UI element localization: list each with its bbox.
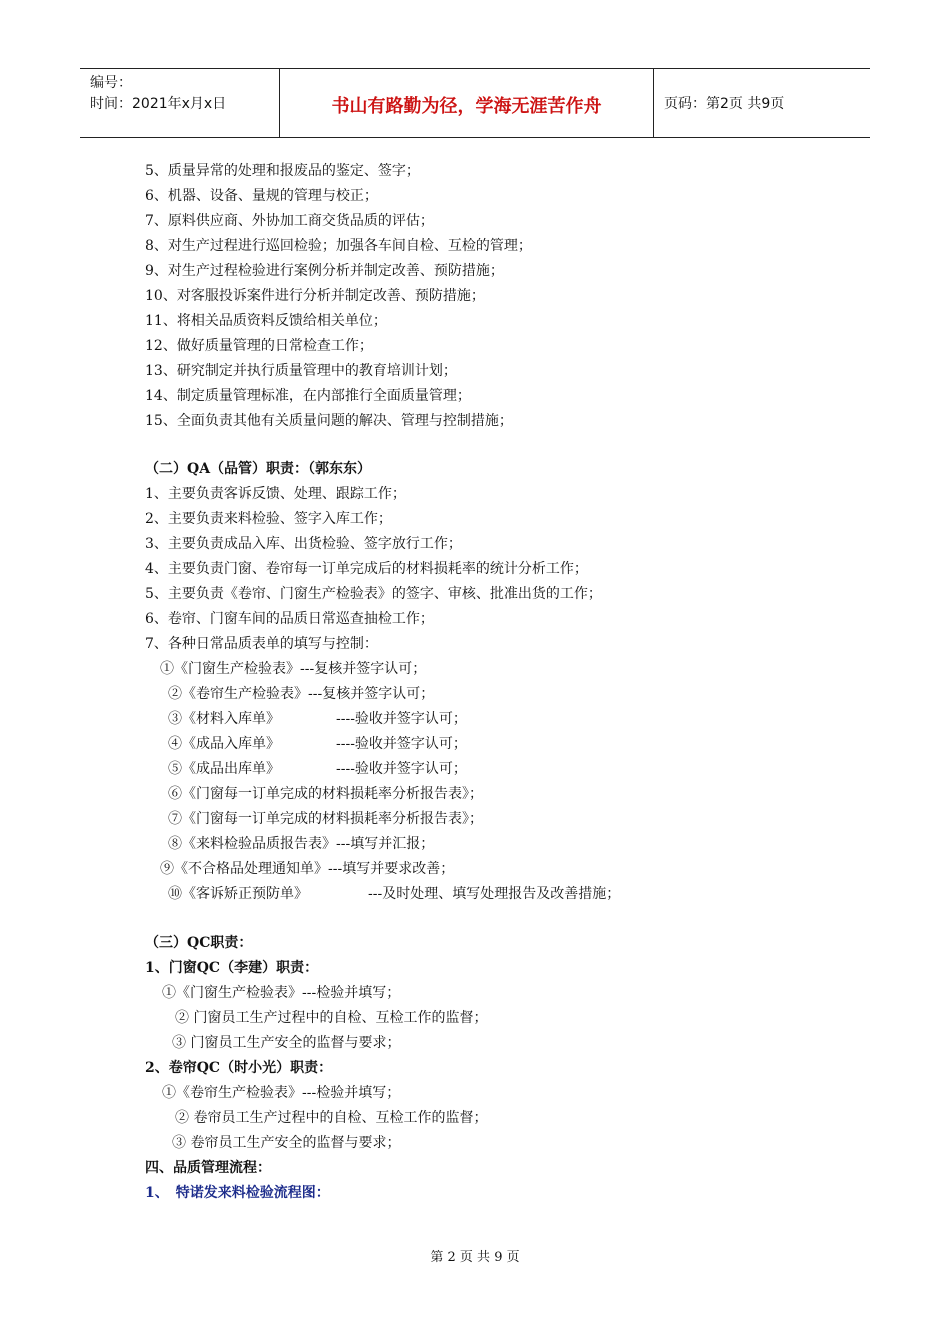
qc-door-heading: 1、门窗QC（李建）职责： bbox=[145, 960, 319, 976]
form-action: ----验收并签字认可； bbox=[336, 736, 467, 752]
list-item: 12、做好质量管理的日常检查工作； bbox=[145, 338, 373, 354]
form-name: ⑤《成品出库单》 bbox=[168, 761, 280, 777]
form-name: ⑥《门窗每一订单完成的材料损耗率分析报告表》； bbox=[168, 786, 483, 802]
form-name: ⑦《门窗每一订单完成的材料损耗率分析报告表》； bbox=[168, 811, 483, 827]
list-item: 11、将相关品质资料反馈给相关单位； bbox=[145, 313, 387, 329]
form-name: ③《材料入库单》 bbox=[168, 711, 280, 727]
list-item: 13、研究制定并执行质量管理中的教育培训计划； bbox=[145, 363, 457, 379]
form-name: ④《成品入库单》 bbox=[168, 736, 280, 752]
page-footer: 第 2 页 共 9 页 bbox=[430, 1250, 520, 1265]
list-item: 9、对生产过程检验进行案例分析并制定改善、预防措施； bbox=[145, 263, 504, 279]
page-header bbox=[80, 68, 870, 138]
list-item: ③ 门窗员工生产安全的监督与要求； bbox=[172, 1035, 401, 1051]
form-item bbox=[168, 834, 434, 854]
form-item bbox=[160, 659, 426, 679]
list-item: 6、卷帘、门窗车间的品质日常巡查抽检工作； bbox=[145, 611, 434, 627]
form-action: ---复核并签字认可； bbox=[308, 686, 435, 702]
list-item: 6、机器、设备、量规的管理与校正； bbox=[145, 188, 378, 204]
form-item bbox=[168, 734, 467, 754]
section-heading: 四、品质管理流程： bbox=[145, 1160, 271, 1176]
form-action: ---填写并汇报； bbox=[336, 836, 435, 852]
list-item: 2、主要负责来料检验、签字入库工作； bbox=[145, 511, 392, 527]
header-page-number: 页码：第2页 共9页 bbox=[664, 96, 785, 112]
form-name: ⑨《不合格品处理通知单》 bbox=[160, 861, 328, 877]
list-item: 10、对客服投诉案件进行分析并制定改善、预防措施； bbox=[145, 288, 485, 304]
form-item bbox=[168, 784, 483, 804]
form-action: ----验收并签字认可； bbox=[336, 761, 467, 777]
list-item: 15、全面负责其他有关质量问题的解决、管理与控制措施； bbox=[145, 413, 513, 429]
header-motto: 书山有路勤为径，学海无涯苦作舟 bbox=[280, 69, 654, 137]
list-item: 1、主要负责客诉反馈、处理、跟踪工作； bbox=[145, 486, 406, 502]
form-action: ---复核并签字认可； bbox=[300, 661, 427, 677]
list-item: 5、质量异常的处理和报废品的鉴定、签字； bbox=[145, 163, 420, 179]
list-item: 8、对生产过程进行巡回检验；加强各车间自检、互检的管理； bbox=[145, 238, 532, 254]
list-item: ①《卷帘生产检验表》---检验并填写； bbox=[162, 1085, 401, 1101]
form-item bbox=[168, 759, 467, 779]
form-name: ⑩《客诉矫正预防单》 bbox=[168, 886, 308, 902]
list-item: ①《门窗生产检验表》---检验并填写； bbox=[162, 985, 401, 1001]
form-name: ①《门窗生产检验表》 bbox=[160, 661, 300, 677]
flow-heading: 1、 特诺发来料检验流程图： bbox=[145, 1185, 330, 1201]
form-action: ---填写并要求改善； bbox=[328, 861, 455, 877]
list-item: ③ 卷帘员工生产安全的监督与要求； bbox=[172, 1135, 401, 1151]
list-item: ② 门窗员工生产过程中的自检、互检工作的监督； bbox=[175, 1010, 488, 1026]
list-item: 5、主要负责《卷帘、门窗生产检验表》的签字、审核、批准出货的工作； bbox=[145, 586, 602, 602]
qc-shutter-heading: 2、卷帘QC（时小光）职责： bbox=[145, 1060, 333, 1076]
document-time: 时间：2021年x月x日 bbox=[90, 96, 227, 112]
form-action: ---及时处理、填写处理报告及改善措施； bbox=[368, 886, 621, 902]
list-item: 7、原料供应商、外协加工商交货品质的评估； bbox=[145, 213, 434, 229]
list-item: 3、主要负责成品入库、出货检验、签字放行工作； bbox=[145, 536, 462, 552]
form-item bbox=[168, 684, 434, 704]
list-item: 4、主要负责门窗、卷帘每一订单完成后的材料损耗率的统计分析工作； bbox=[145, 561, 588, 577]
header-meta bbox=[80, 69, 280, 137]
form-item bbox=[168, 884, 620, 904]
form-item bbox=[168, 709, 467, 729]
qc-heading: （三）QC职责： bbox=[145, 935, 253, 951]
form-item bbox=[168, 809, 483, 829]
list-item: 7、各种日常品质表单的填写与控制： bbox=[145, 636, 378, 652]
list-item: 14、制定质量管理标准，在内部推行全面质量管理； bbox=[145, 388, 471, 404]
list-item: ② 卷帘员工生产过程中的自检、互检工作的监督； bbox=[175, 1110, 488, 1126]
form-name: ⑧《来料检验品质报告表》 bbox=[168, 836, 336, 852]
document-number: 编号： bbox=[90, 75, 132, 91]
form-action: ----验收并签字认可； bbox=[336, 711, 467, 727]
qa-heading: （二）QA（品管）职责：（郭东东） bbox=[145, 461, 372, 477]
form-item bbox=[160, 859, 454, 879]
form-name: ②《卷帘生产检验表》 bbox=[168, 686, 308, 702]
